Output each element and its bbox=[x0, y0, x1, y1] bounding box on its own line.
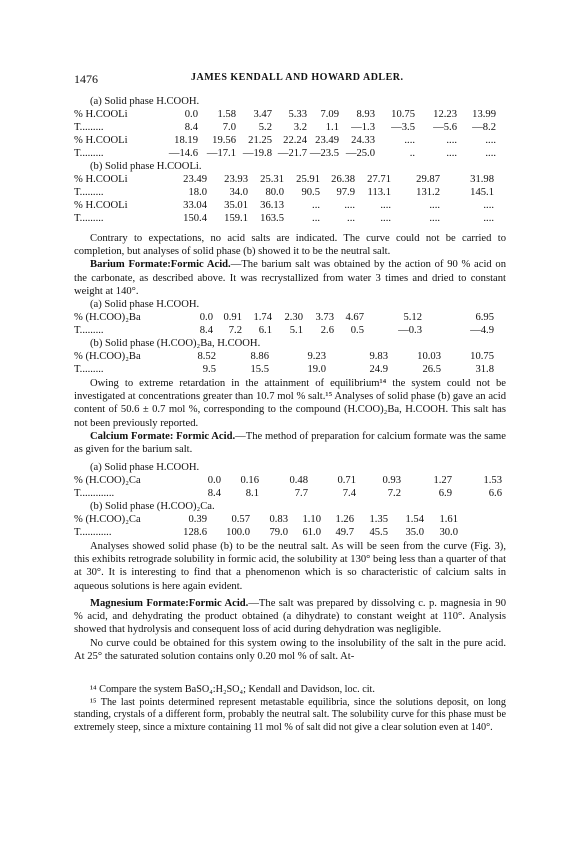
phase-a-label: (a) Solid phase H.COOH. bbox=[90, 96, 200, 107]
table-cell: 0.91 bbox=[223, 312, 242, 323]
table-cell: 145.1 bbox=[470, 187, 494, 198]
row-label: T......... bbox=[74, 148, 104, 159]
page-header bbox=[74, 72, 506, 88]
table-cell: 80.0 bbox=[265, 187, 284, 198]
phase-b-label: (b) Solid phase H.COOLi. bbox=[90, 161, 202, 172]
table-cell: 100.0 bbox=[226, 527, 250, 538]
table-cell: .... bbox=[485, 135, 496, 146]
row-label: % H.COOLi bbox=[74, 174, 128, 185]
table-cell: 0.0 bbox=[199, 312, 213, 323]
table-cell: .... bbox=[485, 148, 496, 159]
table-cell: 90.5 bbox=[301, 187, 320, 198]
table-cell: 163.5 bbox=[260, 213, 284, 224]
table-cell: 19.0 bbox=[307, 364, 326, 375]
table-cell: .... bbox=[483, 213, 494, 224]
table-cell: 5.12 bbox=[403, 312, 422, 323]
table-cell: 25.31 bbox=[260, 174, 284, 185]
table-cell: 131.2 bbox=[416, 187, 440, 198]
table-cell: .... bbox=[344, 200, 355, 211]
table-cell: 1.26 bbox=[335, 514, 354, 525]
table-cell: 25.91 bbox=[296, 174, 320, 185]
table-cell: 1.53 bbox=[483, 475, 502, 486]
table-cell: 4.67 bbox=[345, 312, 364, 323]
table-cell: 1.35 bbox=[369, 514, 388, 525]
table-cell: 7.0 bbox=[222, 122, 236, 133]
table-cell: 5.2 bbox=[258, 122, 272, 133]
table-cell: 7.09 bbox=[320, 109, 339, 120]
table-cell: 0.71 bbox=[337, 475, 356, 486]
table-cell: —0.3 bbox=[398, 325, 422, 336]
table-cell: .... bbox=[429, 200, 440, 211]
table-cell: —5.6 bbox=[433, 122, 457, 133]
row-label: T......... bbox=[74, 213, 104, 224]
table-cell: —25.0 bbox=[345, 148, 375, 159]
table-cell: 8.86 bbox=[250, 351, 269, 362]
table-cell: 29.87 bbox=[416, 174, 440, 185]
row-label: T............ bbox=[74, 527, 112, 538]
table-cell: 2.30 bbox=[284, 312, 303, 323]
table-cell: 31.98 bbox=[470, 174, 494, 185]
table-cell: —19.8 bbox=[242, 148, 272, 159]
table-cell: 23.93 bbox=[224, 174, 248, 185]
table-cell: —21.7 bbox=[277, 148, 307, 159]
table-cell: 7.7 bbox=[294, 488, 308, 499]
table-cell: 0.0 bbox=[184, 109, 198, 120]
table-cell: 1.74 bbox=[253, 312, 272, 323]
table-cell: .... bbox=[429, 213, 440, 224]
table-cell: 1.27 bbox=[433, 475, 452, 486]
footnotes bbox=[74, 684, 506, 734]
table-cell: —3.5 bbox=[391, 122, 415, 133]
table-cell: 2.6 bbox=[320, 325, 334, 336]
table-cell: 27.71 bbox=[367, 174, 391, 185]
table-cell: 150.4 bbox=[183, 213, 207, 224]
row-label: % H.COOLi bbox=[74, 109, 128, 120]
paragraph-text: —The salt was prepared by dissolving c. p. magnesia in 90 % acid, and dehydrating the product obtained (a dihydrate) to constant weight at 110°. Analysis showed that hydrolysis and consequent loss of acid during dehydration was negligible. bbox=[74, 598, 506, 636]
phase-a-label: (a) Solid phase H.COOH. bbox=[90, 462, 200, 473]
row-label: T......... bbox=[74, 325, 104, 336]
table-cell: 22.24 bbox=[283, 135, 307, 146]
table-cell: 0.39 bbox=[188, 514, 207, 525]
table-cell: 128.6 bbox=[183, 527, 207, 538]
calcium-formate-table bbox=[74, 462, 506, 538]
paragraph-1 bbox=[74, 232, 506, 298]
footnote-15: ¹⁵ The last points determined represent metastable equilibria, since the solutions deposit, on long standing, crystals of a different form, probably the neutral salt. The solubility curve for this phase must be extremely steep, since a mixture containing 11 mol % of salt did not give a clear solution even at 140°. bbox=[74, 696, 506, 733]
table-cell: 61.0 bbox=[302, 527, 321, 538]
table-cell: 3.47 bbox=[253, 109, 272, 120]
table-cell: 1.58 bbox=[217, 109, 236, 120]
row-label: T......... bbox=[74, 122, 104, 133]
paragraph-text: —The method of preparation for calcium formate was the same as given for the barium salt. bbox=[74, 430, 506, 456]
row-label: T............. bbox=[74, 488, 115, 499]
table-cell: 7.2 bbox=[387, 488, 401, 499]
table-cell: 79.0 bbox=[269, 527, 288, 538]
table-cell: 9.83 bbox=[369, 351, 388, 362]
table-cell: 9.5 bbox=[202, 364, 216, 375]
table-cell: 49.7 bbox=[335, 527, 354, 538]
table-cell: —8.2 bbox=[472, 122, 496, 133]
table-cell: 7.2 bbox=[228, 325, 242, 336]
paragraph-text: No curve could be obtained for this system owing to the insolubility of the salt in the pure acid. At 25° the saturated solution contains only 0.20 mol % of salt. At- bbox=[74, 637, 506, 662]
table-cell: .... bbox=[380, 213, 391, 224]
table-cell: 35.0 bbox=[405, 527, 424, 538]
table-cell: 18.19 bbox=[174, 135, 198, 146]
table-cell: 36.13 bbox=[260, 200, 284, 211]
paragraph-3 bbox=[74, 540, 506, 593]
table-cell: 7.4 bbox=[342, 488, 356, 499]
table-cell: 8.4 bbox=[207, 488, 221, 499]
table-cell: 0.0 bbox=[207, 475, 221, 486]
table-cell: 10.03 bbox=[417, 351, 441, 362]
page-number: 1476 bbox=[74, 72, 98, 86]
paragraph-4 bbox=[74, 597, 506, 663]
table-cell: 3.2 bbox=[293, 122, 307, 133]
paragraph-2 bbox=[74, 377, 506, 456]
table-cell: —17.1 bbox=[206, 148, 236, 159]
paragraph-text: —The barium salt was obtained by the action of 90 % acid on the carbonate, as described above. It was recrystallized from water 3 times and dried to constant weight at 140°. bbox=[74, 259, 507, 297]
table-cell: 26.5 bbox=[422, 364, 441, 375]
table-cell: —1.3 bbox=[351, 122, 375, 133]
row-label: % H.COOLi bbox=[74, 200, 128, 211]
table-cell: 10.75 bbox=[391, 109, 415, 120]
table-cell: 6.95 bbox=[475, 312, 494, 323]
table-cell: 21.25 bbox=[248, 135, 272, 146]
table-cell: 8.4 bbox=[184, 122, 198, 133]
table-cell: 0.93 bbox=[382, 475, 401, 486]
table-cell: 6.9 bbox=[438, 488, 452, 499]
row-label: % H.COOLi bbox=[74, 135, 128, 146]
table-cell: 1.54 bbox=[405, 514, 424, 525]
table-cell: 113.1 bbox=[367, 187, 391, 198]
table-cell: 0.57 bbox=[231, 514, 250, 525]
table-cell: 5.33 bbox=[288, 109, 307, 120]
table-cell: 3.73 bbox=[315, 312, 334, 323]
table-cell: 35.01 bbox=[224, 200, 248, 211]
table-cell: .... bbox=[446, 135, 457, 146]
row-label: T......... bbox=[74, 364, 104, 375]
row-label: % (H.COO)₂Ca bbox=[74, 475, 141, 486]
table-cell: 1.1 bbox=[325, 122, 339, 133]
table-cell: 159.1 bbox=[224, 213, 248, 224]
table-cell: .... bbox=[446, 148, 457, 159]
phase-a-label: (a) Solid phase H.COOH. bbox=[90, 299, 200, 310]
table-cell: 23.49 bbox=[183, 174, 207, 185]
table-cell: .... bbox=[404, 135, 415, 146]
row-label: T......... bbox=[74, 187, 104, 198]
table-cell: ... bbox=[347, 213, 355, 224]
table-cell: —23.5 bbox=[309, 148, 339, 159]
table-cell: 6.6 bbox=[488, 488, 502, 499]
table-cell: 9.23 bbox=[307, 351, 326, 362]
paragraph-text: Analyses showed solid phase (b) to be the neutral salt. As will be seen from the curve (Fig. 3), this exhibits retrograde solubility in formic acid, the solubility at 130° being less than a quarter of that at 30°. It is interesting to find that a phenomenon which is so characteristic of calcium salts in aqueous solutions is here again evident. bbox=[74, 541, 507, 592]
table-cell: 19.56 bbox=[212, 135, 236, 146]
table-cell: —4.9 bbox=[470, 325, 494, 336]
table-cell: 23.49 bbox=[315, 135, 339, 146]
table-cell: 45.5 bbox=[369, 527, 388, 538]
paragraph-text: Contrary to expectations, no acid salts are indicated. The curve could not be carried to completion, but analyses of solid phase (b) showed it to be the neutral salt. bbox=[74, 233, 506, 258]
table-cell: —14.6 bbox=[168, 148, 198, 159]
phase-b-label: (b) Solid phase (H.COO)₂Ba, H.COOH. bbox=[90, 338, 261, 349]
table-cell: 0.48 bbox=[289, 475, 308, 486]
table-cell: 33.04 bbox=[183, 200, 207, 211]
row-label: % (H.COO)₂Ba bbox=[74, 312, 141, 323]
row-label: % (H.COO)₂Ba bbox=[74, 351, 141, 362]
table-cell: 0.5 bbox=[350, 325, 364, 336]
table-cell: 30.0 bbox=[439, 527, 458, 538]
phase-b-label: (b) Solid phase (H.COO)₂Ca. bbox=[90, 501, 215, 512]
table-cell: 8.4 bbox=[199, 325, 213, 336]
table-cell: .. bbox=[409, 148, 415, 159]
table-cell: 10.75 bbox=[470, 351, 494, 362]
running-title: JAMES KENDALL AND HOWARD ADLER. bbox=[191, 72, 404, 83]
paragraph-text: Owing to extreme retardation in the attainment of equilibrium¹⁴ the system could not be investigated at concentrations greater than 10.7 mol % salt.¹⁵ Analyses of solid phase (b) gave an acid content of 50.6 ± 0.7 mol %, corresponding to the compound (H.COO)₂Ba, H.COOH. This salt has not been previously reported. bbox=[74, 378, 506, 429]
table-cell: 31.8 bbox=[475, 364, 494, 375]
table-cell: 18.0 bbox=[188, 187, 207, 198]
table-cell: 26.38 bbox=[331, 174, 355, 185]
row-label: % (H.COO)₂Ca bbox=[74, 514, 141, 525]
table-cell: .... bbox=[380, 200, 391, 211]
table-cell: 6.1 bbox=[258, 325, 272, 336]
table-cell: 5.1 bbox=[289, 325, 303, 336]
table-cell: 0.83 bbox=[269, 514, 288, 525]
section-heading: Barium Formate:Formic Acid. bbox=[90, 259, 231, 271]
table-cell: 8.1 bbox=[245, 488, 259, 499]
table-cell: 8.52 bbox=[197, 351, 216, 362]
table-cell: 1.10 bbox=[302, 514, 321, 525]
table-cell: 24.33 bbox=[351, 135, 375, 146]
table-cell: 12.23 bbox=[433, 109, 457, 120]
table-cell: 0.16 bbox=[240, 475, 259, 486]
table-cell: .... bbox=[483, 200, 494, 211]
table-cell: 8.93 bbox=[356, 109, 375, 120]
table-cell: ... bbox=[312, 213, 320, 224]
table-cell: 34.0 bbox=[229, 187, 248, 198]
barium-formate-table bbox=[74, 299, 506, 375]
section-heading: Calcium Formate: Formic Acid. bbox=[90, 430, 236, 442]
table-cell: 13.99 bbox=[472, 109, 496, 120]
table-cell: 15.5 bbox=[250, 364, 269, 375]
table-cell: 24.9 bbox=[369, 364, 388, 375]
section-heading: Magnesium Formate:Formic Acid. bbox=[90, 598, 249, 609]
footnote-14: ¹⁴ Compare the system BaSO₄:H₂SO₄; Kendall and Davidson, loc. cit. bbox=[90, 684, 375, 695]
table-cell: 97.9 bbox=[336, 187, 355, 198]
table-cell: 1.61 bbox=[439, 514, 458, 525]
table-cell: ... bbox=[312, 200, 320, 211]
